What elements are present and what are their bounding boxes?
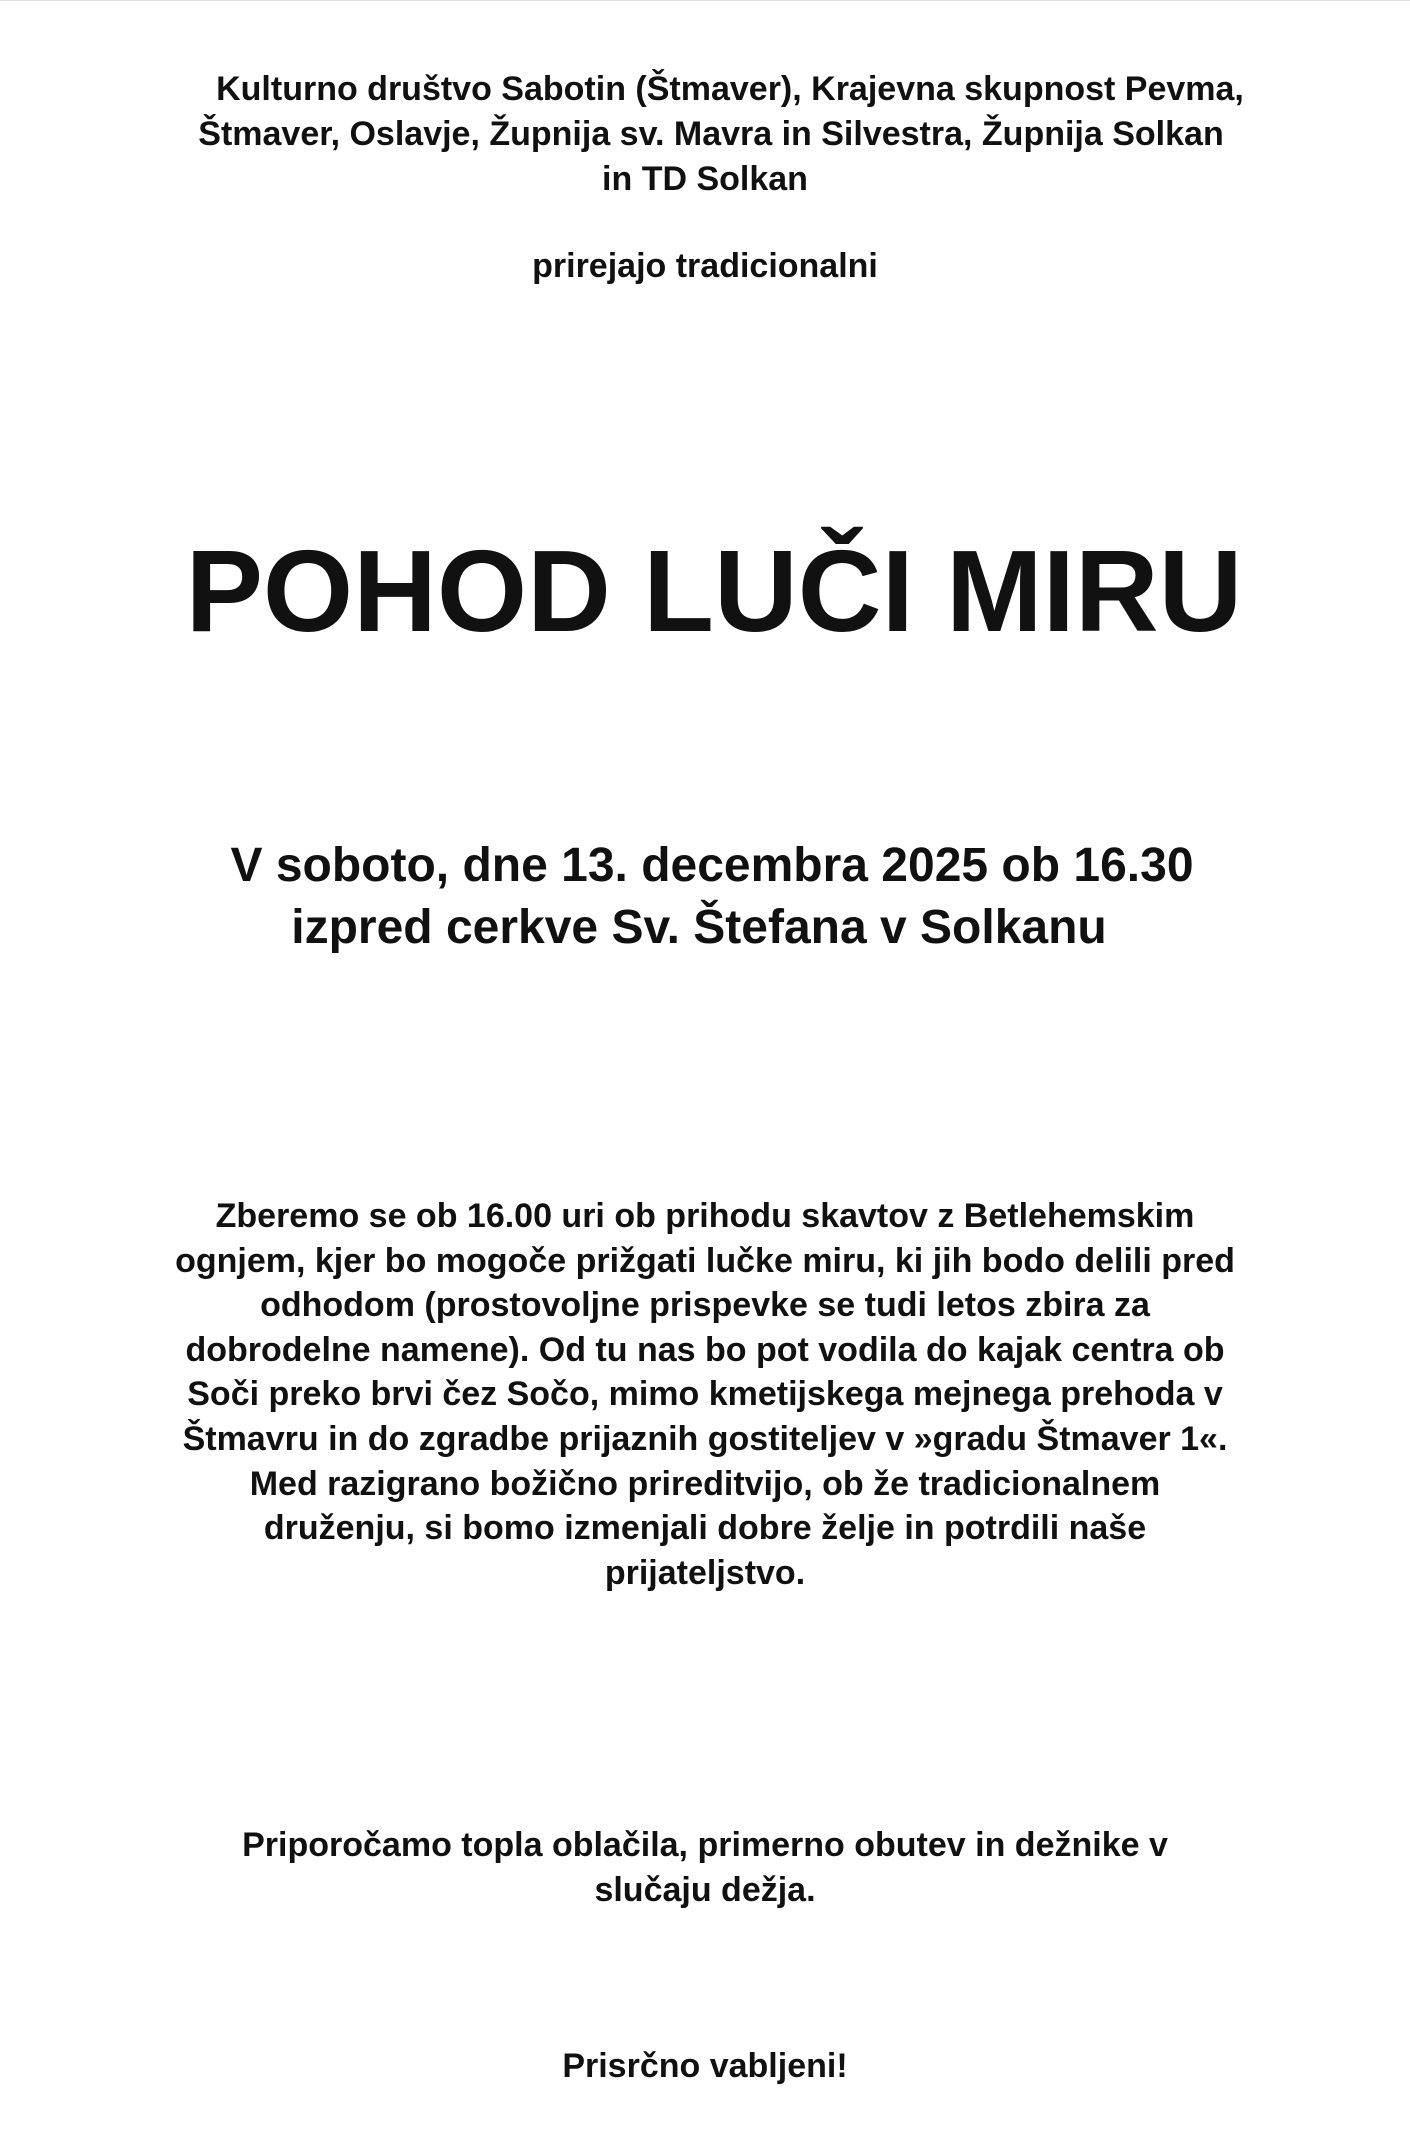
event-description (0, 1194, 1410, 1595)
description-line: Soči preko brvi čez Sočo, mimo kmetijskega mejnega prehoda v (187, 1375, 1223, 1414)
clothing-advice (0, 1823, 1410, 1913)
description-line: ognjem, kjer bo mogoče prižgati lučke miru, ki jih bodo delili pred (175, 1241, 1235, 1280)
organizers-heading (0, 67, 1410, 202)
description-line: Zberemo se ob 16.00 uri ob prihodu skavtov z Betlehemskim (215, 1197, 1195, 1235)
description-line: Štmavru in do zgradbe prijaznih gostiteljev v »gradu Štmaver 1«. (182, 1419, 1228, 1458)
description-line: Med razigrano božično prireditvijo, ob že tradicionalnem (249, 1464, 1161, 1503)
intro-text: prirejajo tradicionalni (532, 247, 878, 285)
event-date-location (0, 835, 1410, 959)
description-line: dobrodelne namene). Od tu nas bo pot vodila do kajak centra ob (185, 1330, 1225, 1369)
organizers-line-2: Štmaver, Oslavje, Župnija sv. Mavra in Silvestra, Župnija Solkan (198, 115, 1224, 153)
organizers-line-1: Kulturno društvo Sabotin (Štmaver), Krajevna skupnost Pevma, (216, 70, 1244, 108)
advice-line-2: slučaju dežja. (594, 1871, 816, 1909)
description-line: odhodom (prostovoljne prispevke se tudi letos zbira za (260, 1286, 1150, 1325)
advice-line-1: Priporočamo topla oblačila, primerno obutev in dežnike v (242, 1826, 1168, 1864)
event-title: POHOD LUČI MIRU (185, 526, 1243, 656)
closing-greeting: Prisrčno vabljeni! (562, 2047, 848, 2085)
event-location: izpred cerkve Sv. Štefana v Solkanu (291, 901, 1107, 954)
organizers-line-3: in TD Solkan (602, 160, 808, 198)
description-line: druženju, si bomo izmenjali dobre želje in potrdili naše (263, 1509, 1147, 1548)
event-date: V soboto, dne 13. decembra 2025 ob 16.30 (230, 839, 1194, 892)
description-line: prijateljstvo. (604, 1553, 806, 1592)
